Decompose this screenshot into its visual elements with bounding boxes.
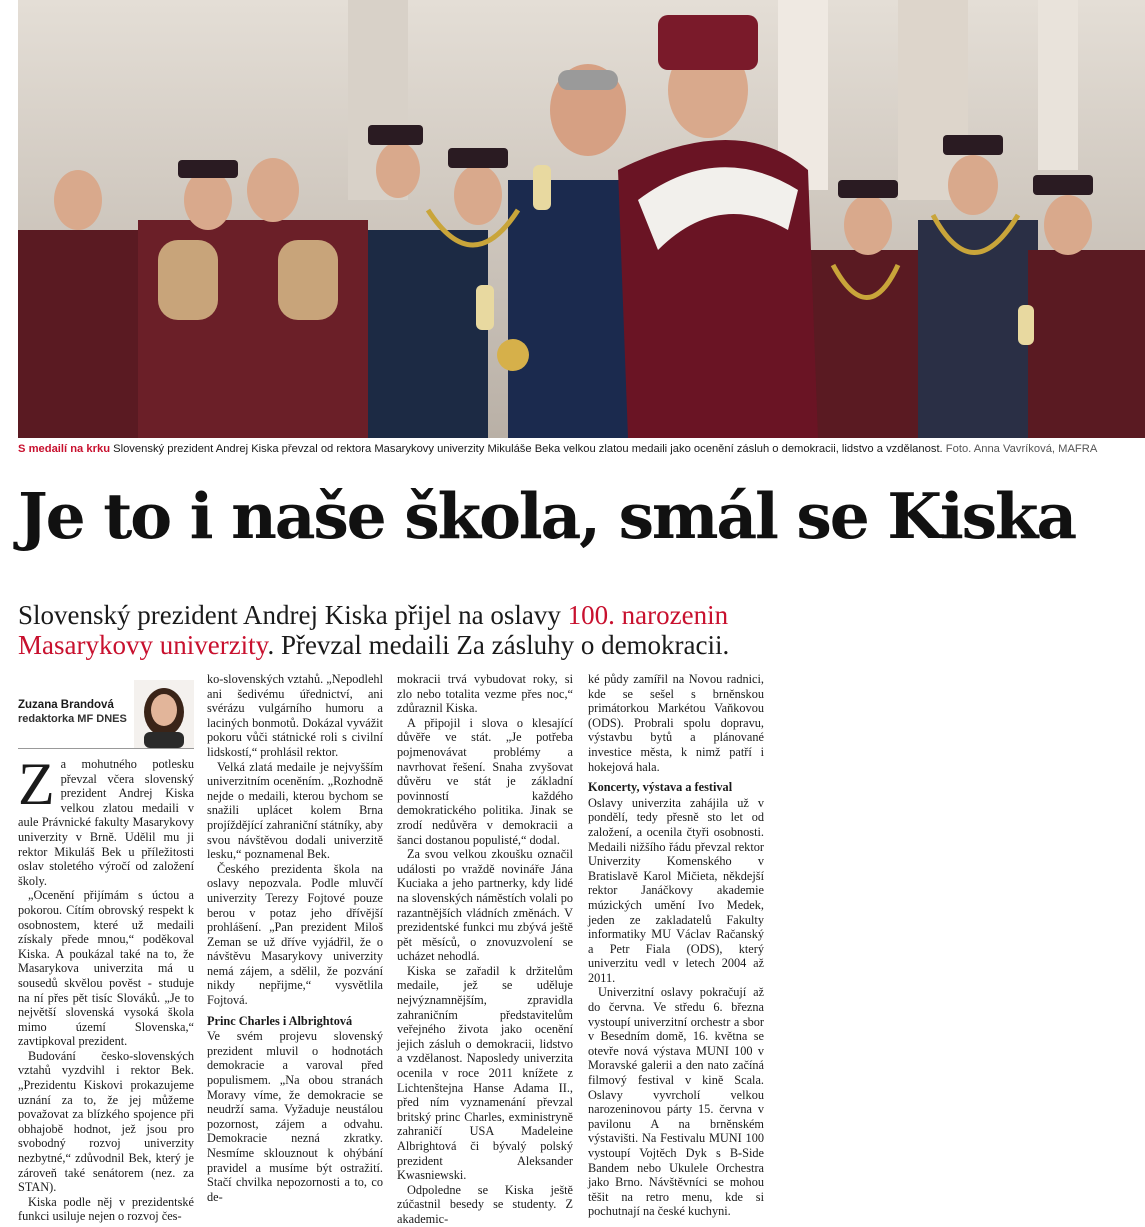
caption-lead: S medailí na krku <box>18 443 111 455</box>
author-name: Zuzana Brandová <box>18 699 114 711</box>
subhead-highlight: 100. narozenin Masarykovy univerzity <box>18 600 729 660</box>
drop-cap: Z <box>18 751 55 817</box>
author-role: redaktorka MF DNES <box>18 713 127 725</box>
subheadline <box>18 600 798 660</box>
article-column-4 <box>588 672 764 1219</box>
article-column-1 <box>18 672 194 1224</box>
photo-caption <box>18 442 1138 457</box>
paragraph: Univerzitní oslavy pokračují až do června. Ve středu 6. března vystoupí univerzitní orchestr a sbor v Besedním domě, 16. května se otevře nová výstava MUNI 100 v Moravské galerii a den nato začíná filmový festival v kině Scala. Oslavy vyvrcholí velkou narozeninovou párty 15. června v pavilonu A na brněnském výstavišti. Na Festivalu MUNI 100 vystoupí Vojtěch Dyk s B-Side Bandem nebo Ukulele Orchestra jako Brno. Návštěvníci se mohou těšit na retro menu, kde si pochutnají na české kuchyni. <box>588 985 764 1219</box>
paragraph: Oslavy univerzita zahájila už v pondělí, tedy přesně sto let od založení, a ocenila čtyři osobnosti. Medaili nižšího řádu převzal rektor Univerzity Komenského v Bratislavě Karol Mičieta, někdejší rektor Janáčkovy akademie múzických umění Ivo Medek, jeden ze zakladatelů Fakulty informatiky MU Václav Račanský a Petr Fiala (ODS), který univerzitu vedl v letech 2004 až 2011. <box>588 795 764 985</box>
subhead-part1: Slovenský prezident Andrej Kiska přijel na oslavy <box>18 600 568 630</box>
paragraph: Českého prezidenta škola na oslavy nepozvala. Podle mluvčí univerzity Terezy Fojtové pouze berou v potaz jeho dřívější prohlášení. „Pan prezident Miloš Zeman se už dříve vyjádřil, že o návštěvu Masarykovy univerzity nemá zájem, a sdělil, že pozvání nikdy nepřijme,“ vysvětlila Fojtová. <box>207 861 383 1008</box>
article-column-3 <box>397 672 573 1227</box>
section-heading: Koncerty, výstava a festival <box>588 780 733 795</box>
paragraph: Odpoledne se Kiska ještě zúčastnil besedy se studenty. Z akademic- <box>397 1182 573 1226</box>
caption-credit: Foto. Anna Vavríková, MAFRA <box>942 443 1098 455</box>
paragraph: Ve svém projevu slovenský prezident mluvil o hodnotách demokracie a varoval před populismem. „Na obou stranách Moravy víme, že demokracie se neudrží sama. Vyžaduje neustálou pozornost, zájem a odvahu. Demokracie nezná zkratky. Nesmíme sklouznout k ohýbání pravidel a musíme být ostražití. Stačí chvilka nepozornosti a to, co de- <box>207 1029 383 1204</box>
subhead-part2: . Převzal medaili Za zásluhy o demokracii. <box>267 630 730 660</box>
paragraph: Velká zlatá medaile je nejvyšším univerzitním oceněním. „Rozhodně nejde o medaili, kterou bychom se snažili uplácet kolem Brna projíždějící zahraniční státníky, aby svou návštěvou dodali univerzitě lesku,“ poznamenal Bek. <box>207 759 383 862</box>
paragraph: Kiska se zařadil k držitelům medaile, jež se uděluje nejvýznamnějším, zpravidla zahraničním představitelům veřejného života jako ocenění jejich zásluh o demokracii, lidstvo a vzdělanost. Naposledy univerzita ocenila v roce 2011 knížete z Lichtenštejna Hanse Adama II., před ním vyznamenání převzal britský princ Charles, exministryně zahraničí USA Madeleine Albrightová či bývalý polský prezident Aleksander Kwasniewski. <box>397 963 573 1183</box>
section-heading: Princ Charles i Albrightová <box>207 1013 353 1028</box>
paragraph: A připojil i slova o klesající důvěře ve stát. „Je potřeba pojmenovávat problémy a navrhovat řešení. Snaha zvyšovat důvěru ve stát je základní povinností každého demokratického politika. Jinak se zrodí nedůvěra v demokracii a šanci dostanou populisté,“ dodal. <box>397 715 573 847</box>
headline: Je to i naše škola, smál se Kiska <box>18 479 1075 553</box>
byline <box>18 672 194 749</box>
paragraph: ké půdy zamířil na Novou radnici, kde se sešel s brněnskou primátorkou Markétou Vaňkovou (ODS). Probrali spolu dopravu, výstavbu bytů a plánované investice města, k nimž patří i hokejová hala. <box>588 672 764 774</box>
caption-text: Slovenský prezident Andrej Kiska převzal od rektora Masarykovy univerzity Mikuláše Beka velkou zlatou medaili jako ocenění zásluh o demokracii, lidstvo a vzdělanost. <box>110 443 943 455</box>
paragraph: ko-slovenských vztahů. „Nepodlehl ani šedivému úřednictví, ani svérázu vulgárního humoru a laciných bonmotů. Dokázal vyvážit pokoru vůči státnické roli s civilní lidskostí,“ prohlásil rektor. <box>207 672 383 759</box>
paragraph: Budování česko-slovenských vztahů vyzdvihl i rektor Bek. „Prezidentu Kiskovi prokazujeme uznání za to, že jej můžeme považovat za blízkého spojence při obhajobě hodnot, jež jsou pro svobodný rozvoj univerzity nezbytné,“ zdůvodnil Bek, který je zároveň také senátorem (nez. za STAN). <box>18 1048 194 1195</box>
article-column-2 <box>207 672 383 1204</box>
paragraph: mokracii trvá vybudovat roky, si zlo nebo totalita vezme přes noc,“ zdůraznil Kiska. <box>397 672 573 716</box>
paragraph: Kiska podle něj v prezidentské funkci usiluje nejen o rozvoj čes- <box>18 1194 194 1224</box>
ceremony-illustration <box>18 0 1145 438</box>
lead-photo <box>18 0 1145 438</box>
author-avatar <box>134 680 194 748</box>
paragraph: Za svou velkou zkoušku označil události po vraždě novináře Jána Kuciaka a jeho partnerky, kdy lidé na slovenských náměstích volali po razantnějších vládních změnách. V prezidentské funkci mu zbývá ještě pět měsíců, o znovuzvolení se ucházet nehodlá. <box>397 847 573 964</box>
paragraph: a mohutného potlesku převzal včera slovenský prezident Andrej Kiska velkou zlatou medaili v aule Právnické fakulty Masarykovy univerzity v Brně. Udělil mu ji rektor Mikuláš Bek u příležitosti oslav stoletého výročí od založení školy. <box>18 757 194 888</box>
paragraph: „Ocenění přijímám s úctou a pokorou. Cítím obrovský respekt k osobnostem, které už medaili získaly přede mnou,“ poděkoval Kiska. A poukázal také na to, že Masarykova univerzita má u sousedů skvělou pověst - studuje na ní přes pět tisíc Slováků. „Je to největší slovenská vysoká škola mimo území Slovenska,“ zavtipkoval prezident. <box>18 888 194 1049</box>
